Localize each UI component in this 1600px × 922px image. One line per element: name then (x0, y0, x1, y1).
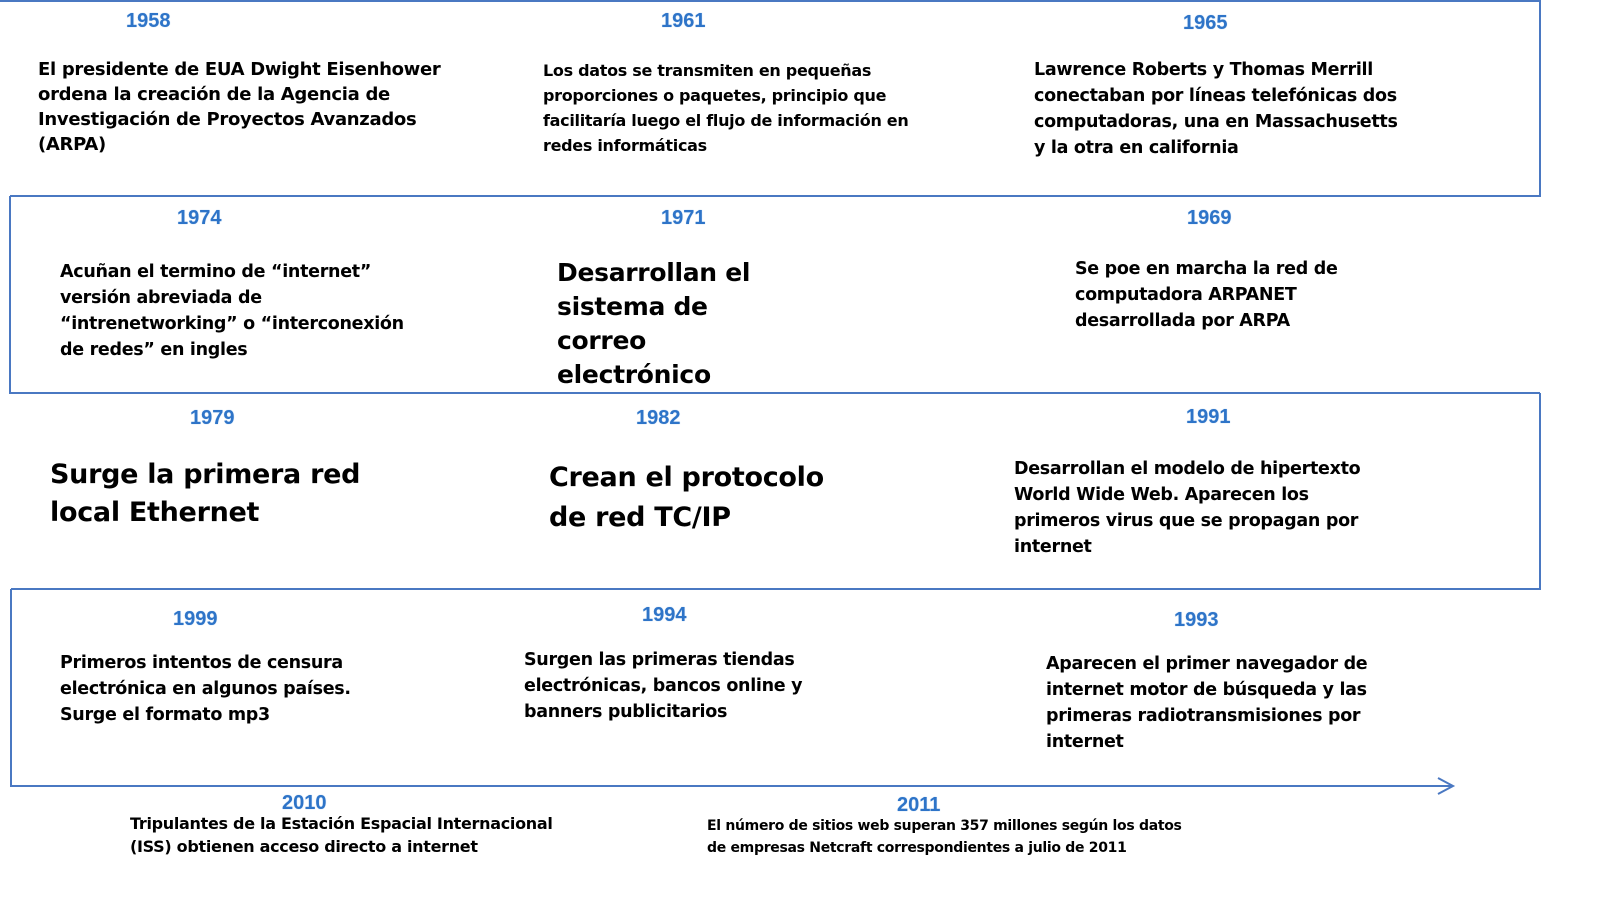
event-year-1958: 1958 (126, 10, 171, 32)
event-text-2010: Tripulantes de la Estación Espacial Internacional (ISS) obtienen acceso directo a internet (130, 814, 553, 856)
event-text-1999: Primeros intentos de censura electrónica en algunos países. Surge el formato mp3 (60, 653, 351, 725)
event-year-1961: 1961 (661, 10, 706, 32)
event-year-1965: 1965 (1183, 12, 1228, 34)
event-year-1982: 1982 (636, 407, 681, 429)
event-text-1974: Acuñan el termino de “internet” versión abreviada de “intrenetworking” o “interconexión de redes” en ingles (60, 262, 404, 360)
event-year-1971: 1971 (661, 207, 706, 229)
event-text-1979: Surge la primera red local Ethernet (50, 459, 361, 528)
event-text-1965: Lawrence Roberts y Thomas Merrill conectaban por líneas telefónicas dos computadoras, una en Massachusetts y la otra en california (1034, 60, 1398, 158)
event-year-2011: 2011 (897, 794, 941, 816)
event-year-2010: 2010 (282, 792, 327, 814)
event-year-1969: 1969 (1187, 207, 1232, 229)
event-text-1994: Surgen las primeras tiendas electrónicas, bancos online y banners publicitarios (524, 650, 803, 722)
event-year-1994: 1994 (642, 604, 687, 626)
event-text-1971: Desarrollan el sistema de correo electrónico (557, 258, 751, 389)
event-year-1991: 1991 (1186, 406, 1231, 428)
event-year-1974: 1974 (177, 207, 222, 229)
event-year-1999: 1999 (173, 608, 218, 630)
event-text-1958: El presidente de EUA Dwight Eisenhower ordena la creación de la Agencia de Investigación de Proyectos Avanzados (ARPA) (38, 59, 441, 155)
event-text-1982: Crean el protocolo de red TC/IP (549, 462, 824, 533)
event-year-1993: 1993 (1174, 609, 1219, 631)
event-text-1961: Los datos se transmiten en pequeñas proporciones o paquetes, principio que facilitaría luego el flujo de información en redes informáticas (543, 61, 909, 155)
event-year-1979: 1979 (190, 407, 235, 429)
event-text-1991: Desarrollan el modelo de hipertexto World Wide Web. Aparecen los primeros virus que se propagan por internet (1014, 459, 1361, 557)
event-text-2011: El número de sitios web superan 357 millones según los datos de empresas Netcraft correspondientes a julio de 2011 (707, 818, 1182, 856)
event-text-1993: Aparecen el primer navegador de internet motor de búsqueda y las primeras radiotransmisiones por internet (1046, 654, 1368, 752)
event-text-1969: Se poe en marcha la red de computadora ARPANET desarrollada por ARPA (1075, 259, 1338, 331)
